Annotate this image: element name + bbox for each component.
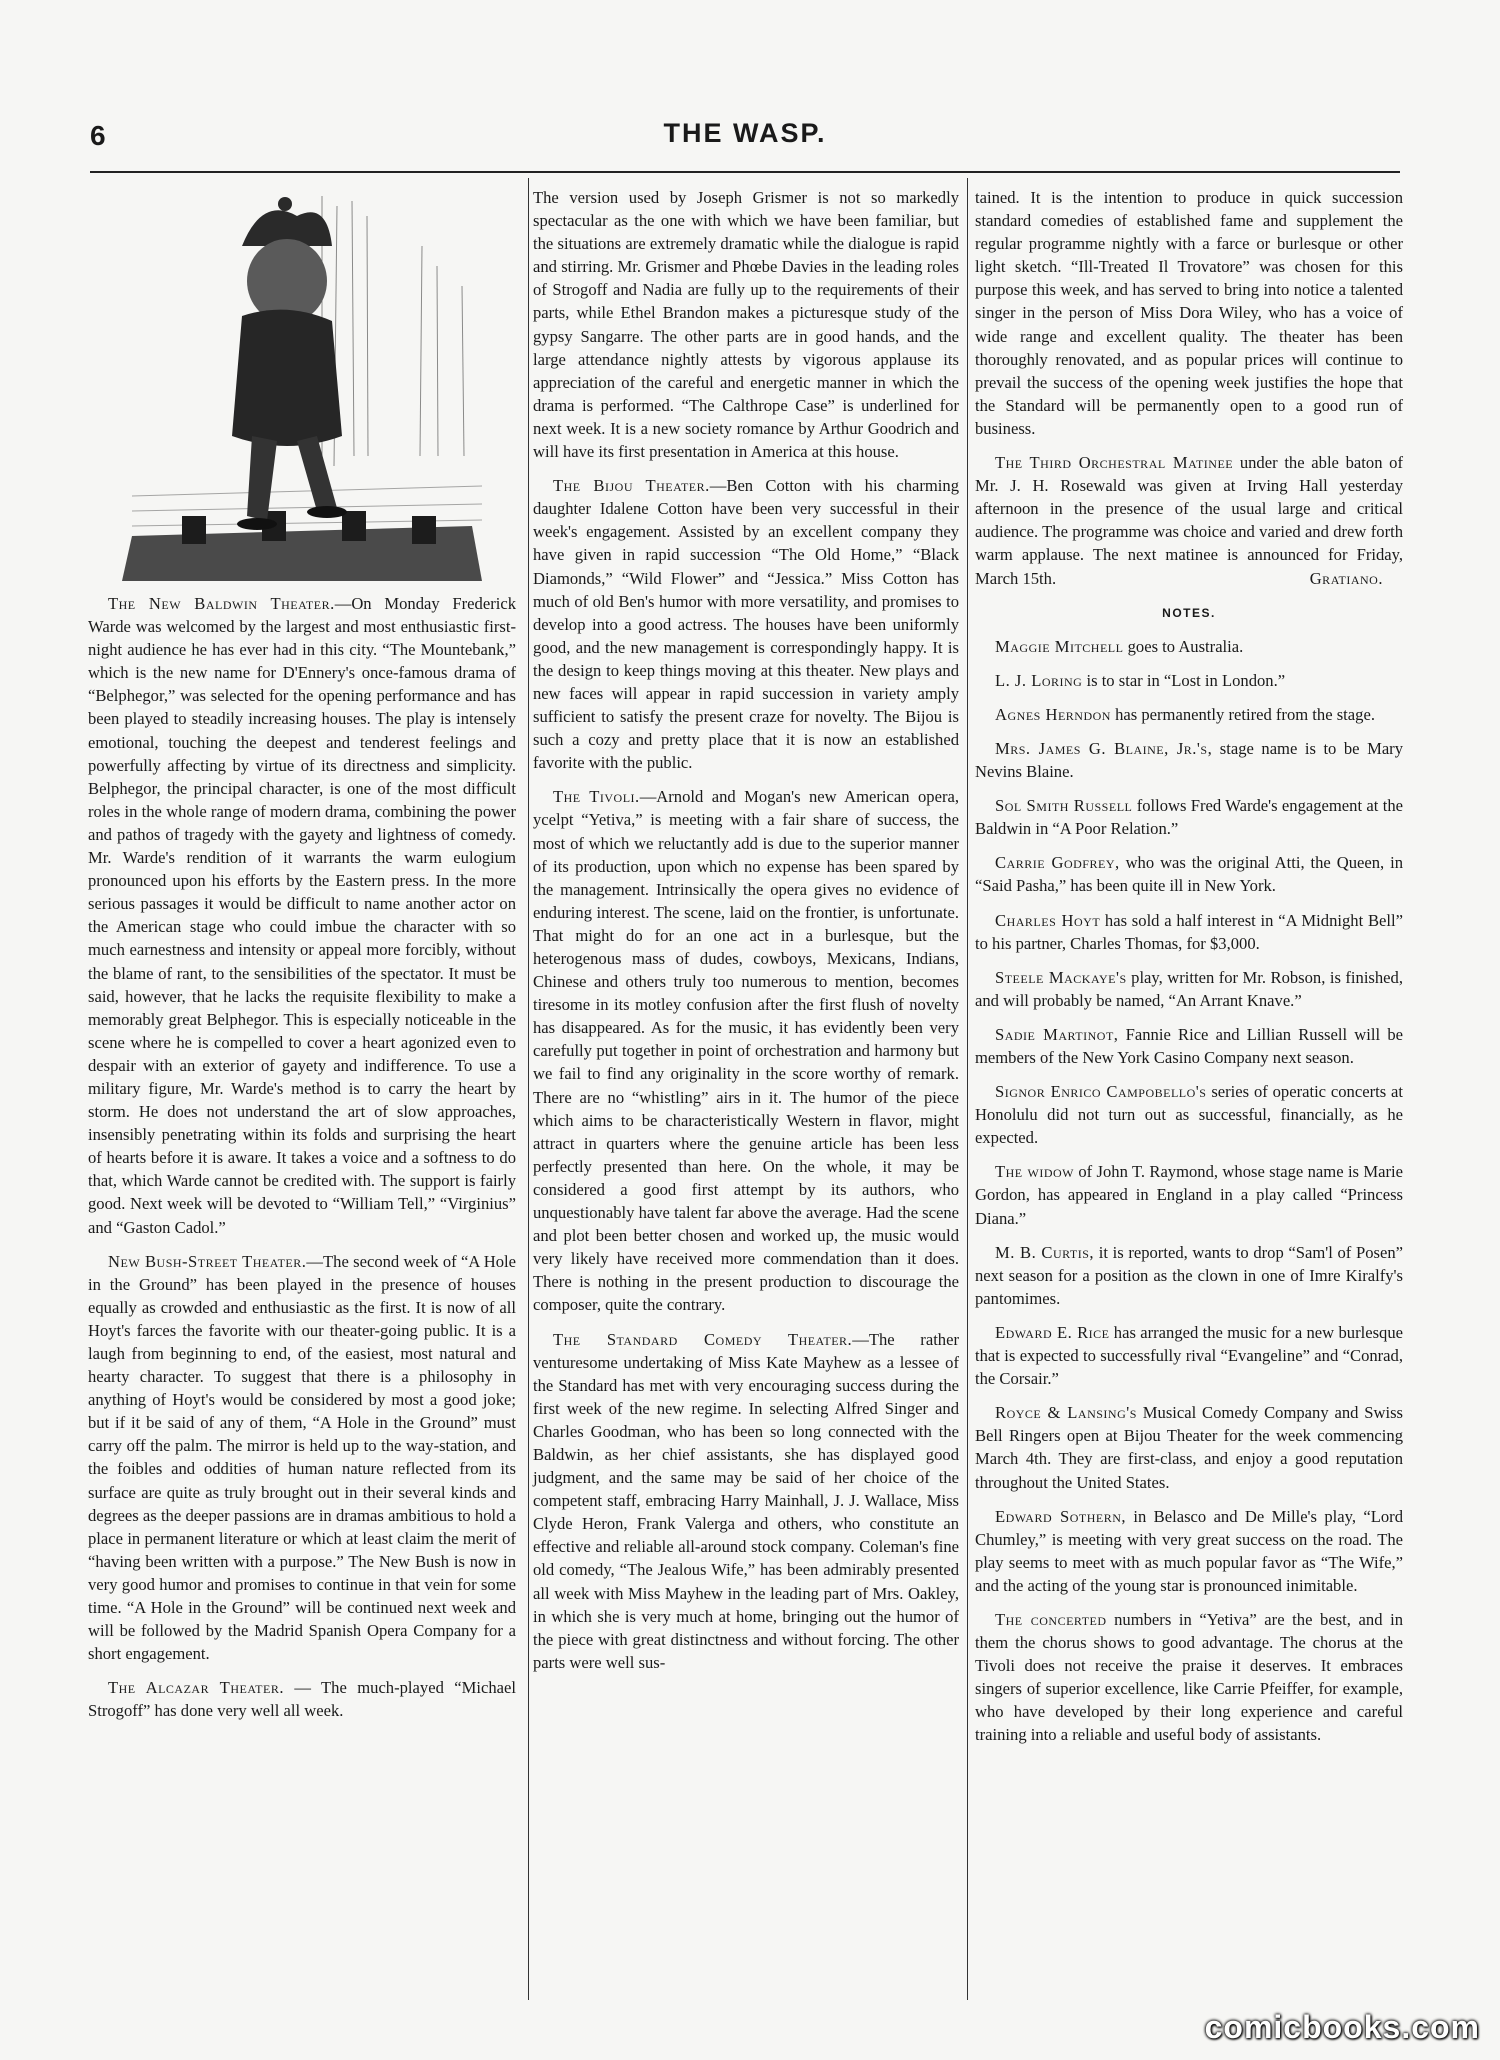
note-lead: Sol Smith Russell — [995, 796, 1133, 816]
notes-heading: NOTES. — [1162, 605, 1216, 620]
note-text: goes to Australia. — [1123, 636, 1244, 656]
note-item — [975, 1241, 1403, 1310]
note-item — [975, 669, 1403, 692]
article-body: —The rather venturesome undertaking of Miss Kate Mayhew as a lessee of the Standard has met with very encouraging success during the first week of the new regime. In selecting Alfred Singer and Charles Goodman, who has been so long connected with the Baldwin, as her chief assistants, she has displayed good judgment, and the same may be said of her choice of the competent staff, embracing Harry Mainhall, J. J. Wallace, Miss Clyde Heron, Frank Valerga and others, who constitute an effective and reliable all-around stock company. Coleman's fine old comedy, “The Jealous Wife,” has been admirably presented all week with Miss Mayhew in the leading part of Mrs. Oakley, in which she is very much at home, bringing out the humor of the piece with great distinctness and without forcing. The other parts were well sus- — [533, 1329, 959, 1672]
note-item — [975, 909, 1403, 955]
page-number: 6 — [90, 120, 106, 151]
column-divider — [967, 178, 968, 2000]
note-item — [975, 794, 1403, 840]
article-lead: The Standard Comedy Theater. — [553, 1329, 853, 1349]
note-text: follows Fred Warde's engagement at the Baldwin in “A Poor Relation.” — [975, 796, 1403, 839]
watermark: comicbooks.com — [1204, 2009, 1480, 2045]
header-rule — [90, 171, 1400, 173]
article-lead: New Bush-Street Theater. — [108, 1251, 307, 1271]
note-item — [975, 737, 1403, 783]
note-item — [975, 1321, 1403, 1390]
note-text: has sold a half interest in “A Midnight Bell” to his partner, Charles Thomas, for $3,000. — [975, 910, 1403, 953]
note-text: of John T. Raymond, whose stage name is Marie Gordon, has appeared in England in a play called “Princess Diana.” — [975, 1162, 1403, 1228]
note-text: Fannie Rice and Lillian Russell will be members of the New York Casino Company next season. — [975, 1024, 1403, 1067]
note-lead: The concerted — [995, 1609, 1107, 1629]
column-3 — [975, 186, 1403, 1758]
note-item — [975, 1505, 1403, 1597]
page-header — [90, 118, 1400, 158]
note-text: has arranged the music for a new burlesque that is expected to successfully rival “Evangeline” and “Conrad, the Corsair.” — [975, 1322, 1403, 1389]
note-lead: M. B. Curtis, — [995, 1242, 1095, 1262]
note-text: is to star in “Lost in London.” — [1082, 670, 1286, 690]
note-item — [975, 1401, 1403, 1493]
article-body: —The second week of “A Hole in the Ground” has been played in the presence of houses equally as crowded and enthusiastic as the first. It is now of all Hoyt's farces the favorite with our theater-going public. It is a laugh from beginning to end, of the easiest, most natural and hearty character. To suggest that there is a philosophy in anything of Hoyt's would be considered by most a good joke; but if it be said of any of them, “A Hole in the Ground” must carry off the palm. The mirror is held up to the way-station, and the foibles and oddities of human nature reflected from its surface are quite as truly brought out in their several kinds and degrees as the deeper passions are in dramas ambitious to hold a place in permanent literature or which at least claim the merit of “having been written with a purpose.” The New Bush is now in very good humor and promises to continue in that vein for some time. “A Hole in the Ground” will be continued next week and will be followed by the Madrid Spanish Opera Company for a short engagement. — [88, 1251, 517, 1664]
note-text: numbers in “Yetiva” are the best, and in them the chorus shows to good advantage. The chorus at the Tivoli does not receive the praise it deserves. It embraces singers of superior excellence, like Carrie Pfeiffer, for example, who have developed by their long experience and careful training into a reliable and useful body of assistants. — [975, 1609, 1403, 1745]
note-lead: Steele Mackaye's — [995, 967, 1127, 987]
note-text: Musical Comedy Company and Swiss Bell Ringers open at Bijou Theater for the week commencing March 4th. They are first-class, and enjoy a good reputation throughout the United States. — [975, 1403, 1403, 1492]
note-lead: Maggie Mitchell — [995, 636, 1124, 656]
mountebank-illustration — [122, 186, 482, 586]
note-lead: The widow — [995, 1162, 1074, 1182]
article-body: The version used by Joseph Grismer is not so markedly spectacular as the one with which we have been familiar, but the situations are extremely dramatic while the dialogue is rapid and stirring. Mr. Grismer and Phœbe Davies in the leading roles of Strogoff and Nadia are fully up to the requirements of their parts, while Ethel Brandon makes a picturesque study of the gypsy Sangarre. The other parts are in good hands, and the large attendance nightly attests by vigorous applause its appreciation of the careful and energetic manner in which the drama is performed. “The Calthrope Case” is underlined for next week. It is a new society romance by Arthur Goodrich and will have its first presentation in America at this house. — [533, 188, 959, 462]
note-lead: Agnes Herndon — [995, 704, 1111, 724]
note-lead: Mrs. James G. Blaine, Jr.'s, — [995, 738, 1213, 758]
article-lead: The Bijou Theater. — [553, 476, 710, 496]
note-lead: Charles Hoyt — [995, 910, 1101, 930]
note-item — [975, 703, 1403, 726]
column-divider — [528, 178, 529, 2000]
article-body: —Ben Cotton with his charming daughter Idalene Cotton have been very successful in their week's engagement. Assisted by an excellent company they have given in rapid succession “The Old Home,” “Black Diamonds,” “Wild Flower” and “Jessica.” Miss Cotton has much of old Ben's humor with more versatility, and promises to develop into a good actress. The houses have been uniformly good, and the new management is correspondingly happy. It is the design to keep things moving at this theater. New plays and new faces will appear in rapid succession in variety amply sufficient to satisfy the present craze for novelty. The Bijou is such a cozy and pretty place that it is now an established favorite with the public. — [533, 476, 959, 773]
note-text: stage name is to be Mary Nevins Blaine. — [975, 738, 1404, 782]
masthead-title: THE WASP. — [663, 118, 827, 148]
article-body: —Arnold and Mogan's new American opera, ycelpt “Yetiva,” is meeting with a fair share of success, the most of which we reluctantly add is due to the superior manner of its production, upon which no expense has been spared by the management. Intrinsically the opera gives no evidence of enduring interest. The scene, laid on the frontier, is unfortunate. That might do for an one act in a burlesque, but the heterogenous mass of dudes, cowboys, Mexicans, Indians, Chinese and others truly too numerous to mention, becomes tiresome in its motley confusion after the first flush of novelty has disappeared. As for the music, it has evidently been very carefully put together in point of orchestration and harmony but we fail to find any originality in the score worthy of remark. There are no “whistling” airs in it. The humor of the piece which aims to be characteristically Western in flavor, might attract in quarters where the genuine article has been less perfectly presented than here. On the whole, it may be considered a good first attempt by its authors, who unquestionably have talent far above the average. Had the scene and plot been better chosen and worked up, the music would very likely have received more commendation than it does. There is nothing in the present production to discourage the composer, quite the contrary. — [533, 787, 959, 1315]
note-item — [975, 635, 1403, 658]
note-lead: Royce & Lansing's — [995, 1403, 1137, 1423]
article-lead: The Alcazar Theater. — [108, 1678, 284, 1698]
note-text: series of operatic concerts at Honolulu did not turn out as successful, financially, as he expected. — [975, 1082, 1403, 1148]
note-lead: Sadie Martinot, — [995, 1024, 1119, 1044]
article-lead: The New Baldwin Theater. — [108, 594, 335, 613]
article-lead: The Tivoli. — [553, 787, 640, 807]
note-item — [975, 851, 1403, 897]
note-lead: Signor Enrico Campobello's — [995, 1082, 1207, 1102]
note-item — [975, 1080, 1403, 1149]
note-lead: Edward E. Rice — [995, 1322, 1110, 1342]
note-item — [975, 1608, 1403, 1747]
article-body: under the able baton of Mr. J. H. Rosewald was given at Irving Hall yesterday afternoon in the presence of the usual large and critical audience. The programme was choice and varied and drew forth warm applause. The next matinee is announced for Friday, March 15th. — [975, 453, 1404, 588]
article-lead: The Third Orchestral Matinee — [995, 453, 1234, 473]
article-body: tained. It is the intention to produce in quick succession standard comedies of established fame and supplement the regular programme nightly with a farce or burlesque or other light sketch. “Ill-Treated Il Trovatore” was chosen for this purpose this week, and has served to bring into notice a talented singer in the person of Miss Dora Wiley, who has a voice of wide range and excellent quality. The theater has been thoroughly renovated, and as popular prices will continue to prevail the success of the opening week justifies the hope that the Standard will be permanently open to a good run of business. — [975, 188, 1403, 438]
note-lead: Carrie Godfrey, — [995, 853, 1120, 873]
article-body: — The much-played “Michael Strogoff” has done very well all week. — [88, 1678, 516, 1721]
note-text: play, written for Mr. Robson, is finished, and will probably be named, “An Arrant Knave.” — [975, 967, 1403, 1010]
column-2 — [533, 186, 959, 1685]
author-signature: Gratiano. — [1309, 568, 1383, 588]
note-item — [975, 966, 1403, 1012]
note-lead: L. J. Loring — [995, 670, 1083, 690]
note-text: has permanently retired from the stage. — [1110, 704, 1375, 724]
column-1 — [88, 186, 516, 1734]
note-lead: Edward Sothern, — [995, 1506, 1127, 1526]
note-text: who was the original Atti, the Queen, in “Said Pasha,” has been quite ill in New York. — [975, 853, 1404, 896]
note-text: it is reported, wants to drop “Sam'l of Posen” next season for a position as the clown in one of Imre Kiralfy's pantomimes. — [975, 1242, 1403, 1308]
note-item — [975, 1160, 1403, 1229]
note-item — [975, 1023, 1403, 1069]
note-text: in Belasco and De Mille's play, “Lord Chumley,” is meeting with very great success on the road. The play seems to meet with as much popular favor as “The Wife,” and the acting of the young star is pronounced inimitable. — [975, 1506, 1403, 1595]
article-body: —On Monday Frederick Warde was welcomed by the largest and most enthusiastic first-night audience he has ever had in this city. “The Mountebank,” which is the new name for D'Ennery's once-famous drama of “Belphegor,” was selected for the opening performance and has been played to steadily increasing houses. The play is intensely emotional, touching the deepest and tenderest feelings and powerfully affecting by virtue of its directness and simplicity. Belphegor, the principal character, is one of the most difficult roles in the whole range of modern drama, combining the power and pathos of tragedy with the gayety and lightness of comedy. Mr. Warde's rendition of it warrants the warm eulogium pronounced upon his efforts by the Eastern press. In the more serious passages it would be difficult to name another actor on the American stage who could imbue the character with so much earnestness and intensity or appeal more forcibly, without the blame of rant, to the sensibilities of the spectator. It must be said, however, that he lacks the requisite flexibility to make a memorably great Belphegor. This is especially noticeable in the scene where he is compelled to cover a heart agonized even to despair with an exterior of gayety and indifference. To use a military figure, Mr. Warde's method is to carry the heart by storm. He does not understand the art of slow approaches, insensibly penetrating within its folds and surprising the heart of hearts before it is aware. It takes a voice and a softness to do that, which Warde cannot be credited with. The support is fairly good. Next week will be devoted to “William Tell,” “Virginius” and “Gaston Cadol.” — [88, 594, 516, 1237]
